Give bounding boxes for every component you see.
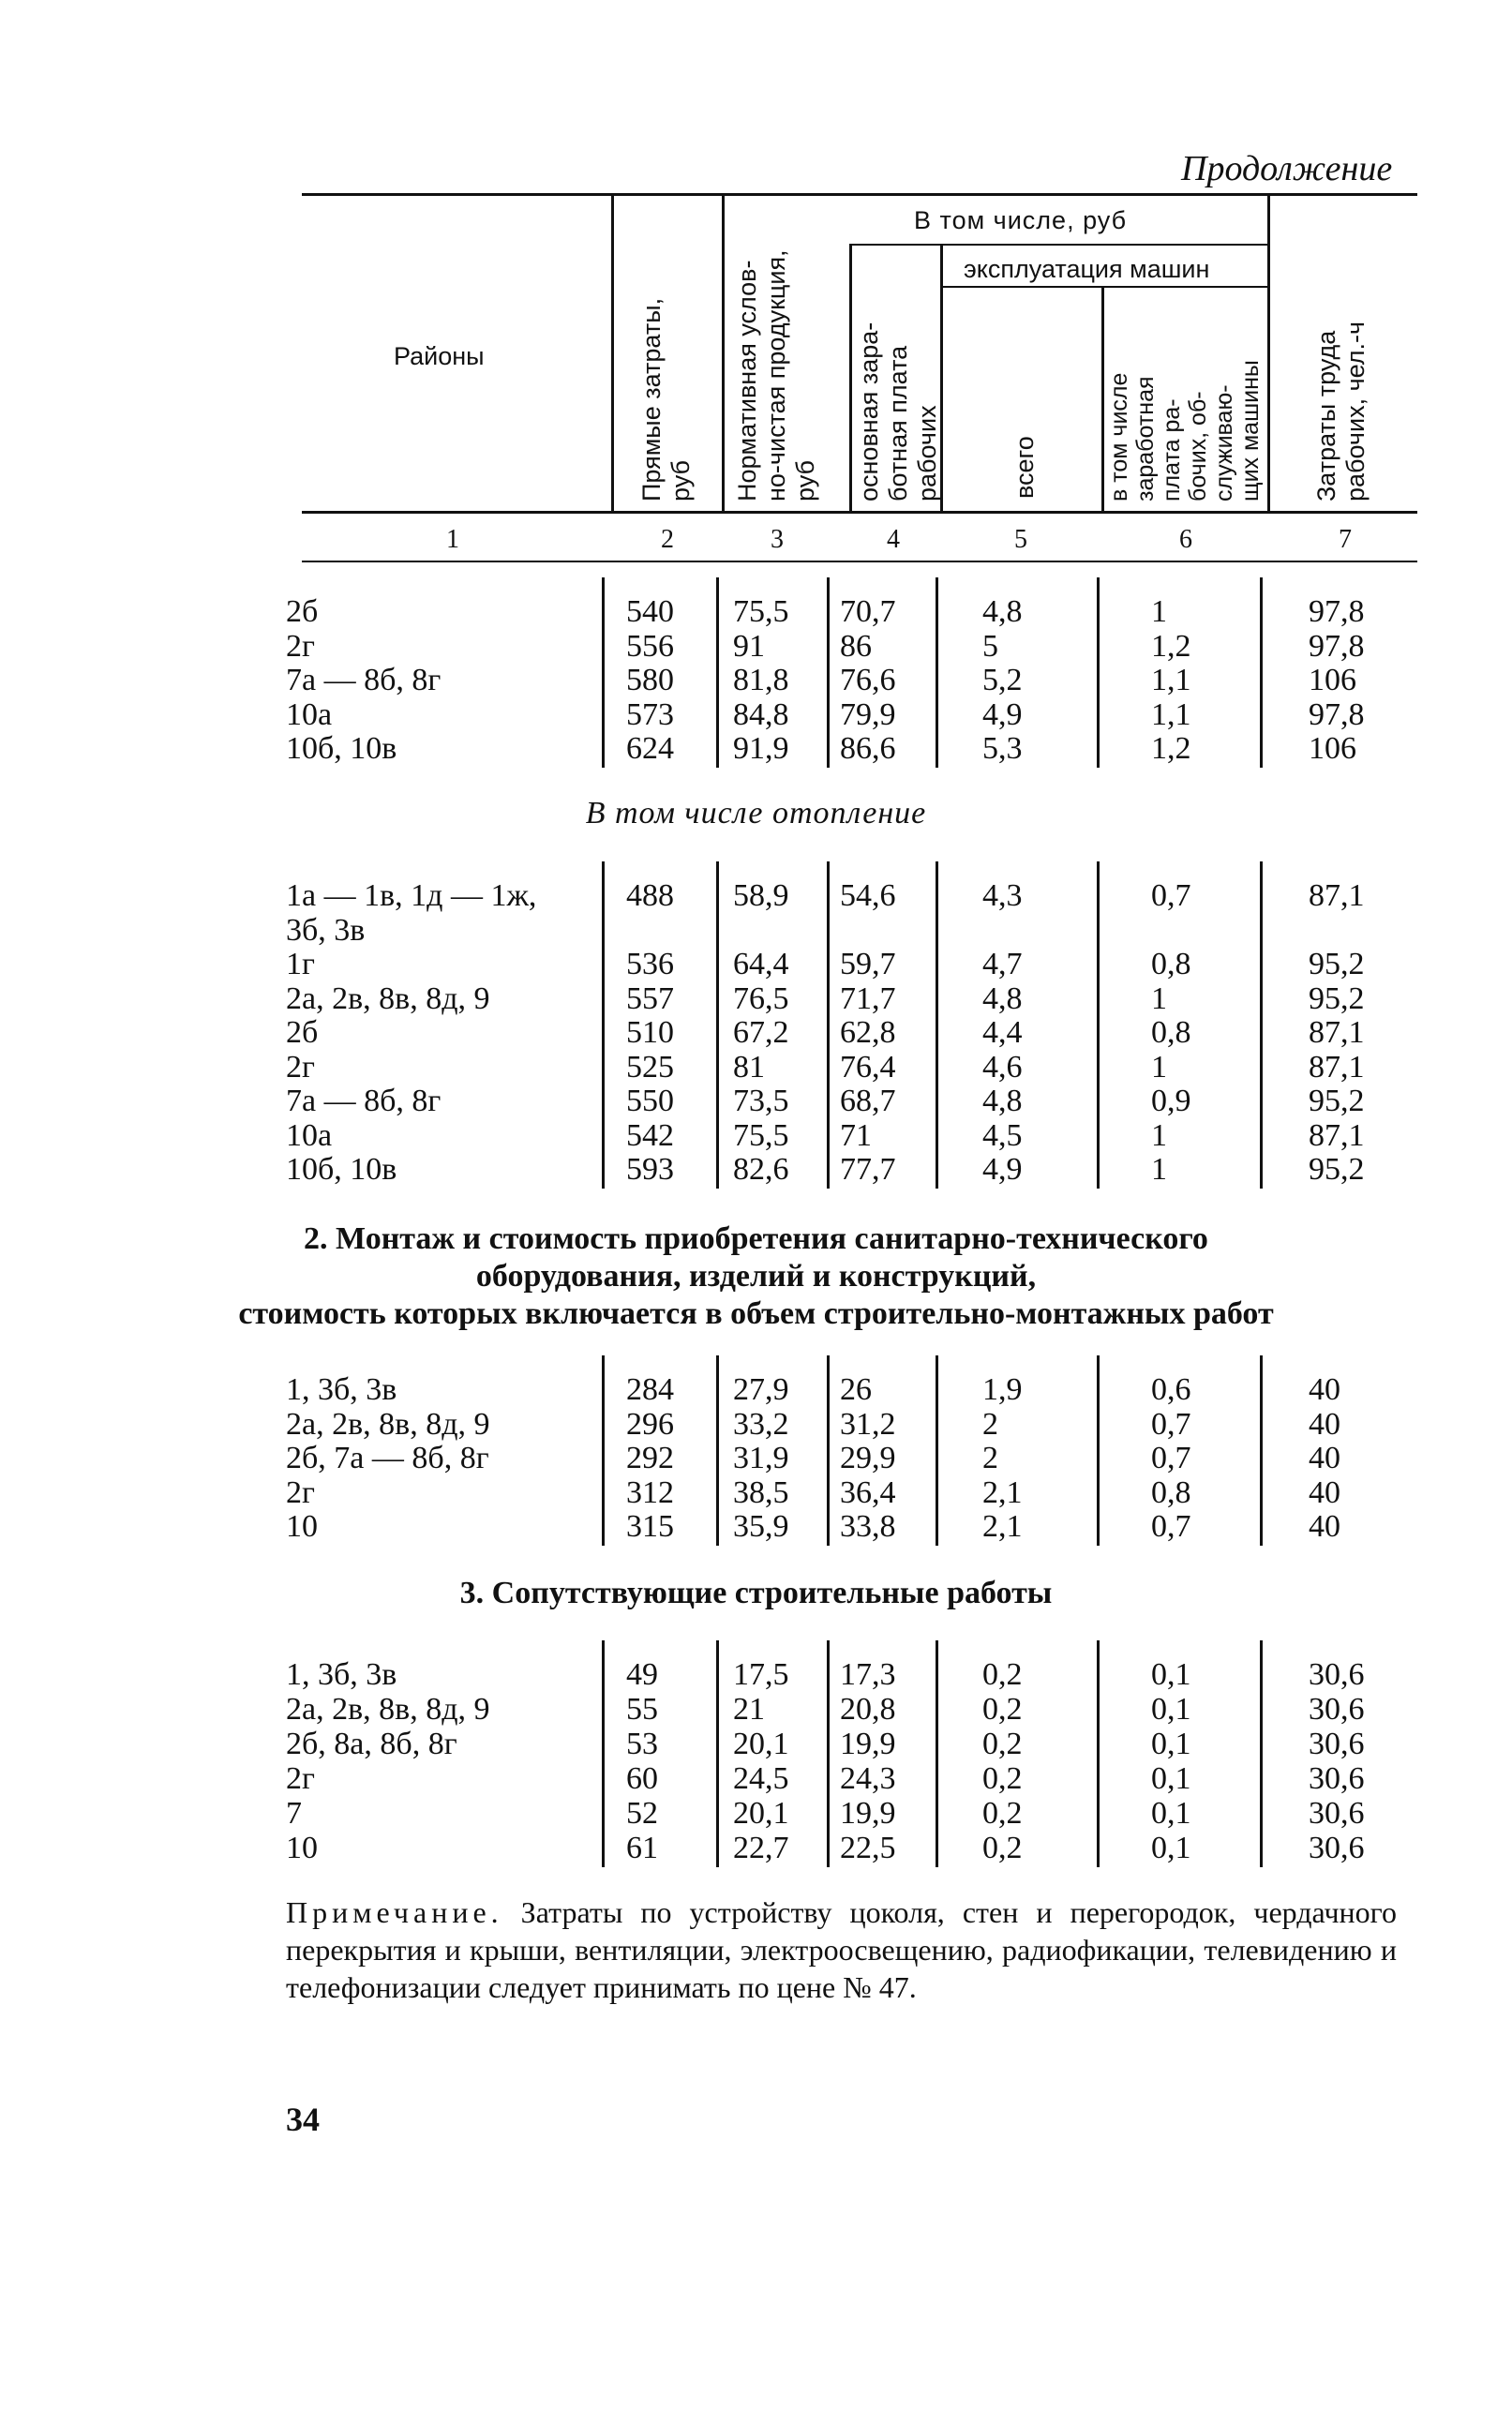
value-cell: 20,1 <box>733 1796 789 1831</box>
value-cell: 0,2 <box>982 1657 1023 1692</box>
region-cell: 2г <box>286 1761 315 1796</box>
value-cell: 76,5 <box>733 980 789 1016</box>
header-col-sep-1 <box>611 193 614 511</box>
value-cell: 87,1 <box>1309 878 1365 913</box>
header-col-sep-3 <box>849 246 852 511</box>
value-cell: 40 <box>1309 1509 1340 1544</box>
colnum-5: 5 <box>1014 525 1027 554</box>
value-cell: 0,8 <box>1151 1015 1191 1050</box>
note-label: Примечание. <box>286 1895 503 1929</box>
value-cell: 2 <box>982 1406 998 1442</box>
value-cell: 0,1 <box>1151 1657 1191 1692</box>
value-cell: 95,2 <box>1309 1084 1365 1118</box>
value-cell: 71 <box>840 1117 872 1153</box>
value-cell: 2 <box>982 1441 998 1475</box>
value-cell: 71,7 <box>840 980 896 1016</box>
value-cell: 91,9 <box>733 731 789 766</box>
region-cell: 7а — 8б, 8г <box>286 663 442 697</box>
value-cell: 87,1 <box>1309 1117 1365 1153</box>
region-cell: 7 <box>286 1796 302 1831</box>
region-cell: 10б, 10в <box>286 1152 397 1187</box>
header-ekspluatatsiya: эксплуатация машин <box>964 255 1210 283</box>
value-cell: 20,8 <box>840 1692 896 1727</box>
value-cell: 0,2 <box>982 1761 1023 1796</box>
value-cell: 4,6 <box>982 1049 1023 1085</box>
value-cell: 52 <box>626 1796 658 1831</box>
block3-col-separator <box>1097 1355 1100 1546</box>
value-cell: 296 <box>626 1406 674 1442</box>
region-cell: 1г <box>286 947 315 981</box>
value-cell: 510 <box>626 1015 674 1050</box>
value-cell: 106 <box>1309 663 1356 697</box>
region-cell: 2а, 2в, 8в, 8д, 9 <box>286 1406 490 1442</box>
value-cell: 556 <box>626 628 674 664</box>
value-cell: 5,2 <box>982 663 1023 697</box>
value-cell: 0,7 <box>1151 878 1191 913</box>
value-cell: 624 <box>626 731 674 766</box>
block3-col-separator <box>827 1355 830 1546</box>
value-cell: 284 <box>626 1372 674 1407</box>
value-cell: 0,2 <box>982 1727 1023 1761</box>
value-cell: 54,6 <box>840 878 896 913</box>
value-cell: 1 <box>1151 980 1167 1016</box>
section-2-title: 2. Монтаж и стоимость приобретения санитарно-технического оборудования, изделий и конструкций, стоимость которых включается в объем строительно-монтажных работ <box>238 1221 1274 1331</box>
block2-col-separator <box>716 861 719 1189</box>
value-cell: 40 <box>1309 1441 1340 1475</box>
value-cell: 95,2 <box>1309 980 1365 1016</box>
value-cell: 4,3 <box>982 878 1023 913</box>
value-cell: 21 <box>733 1692 765 1727</box>
value-cell: 40 <box>1309 1372 1340 1407</box>
value-cell: 40 <box>1309 1406 1340 1442</box>
value-cell: 5,3 <box>982 731 1023 766</box>
region-cell: 10а <box>286 1117 333 1153</box>
value-cell: 55 <box>626 1692 658 1727</box>
header-zatraty-truda: Затраты труда рабочих, чел.-ч <box>1312 321 1370 501</box>
value-cell: 24,5 <box>733 1761 789 1796</box>
value-cell: 82,6 <box>733 1152 789 1187</box>
region-cell: 1, 3б, 3в <box>286 1657 397 1692</box>
value-cell: 1,9 <box>982 1372 1023 1407</box>
page-number: 34 <box>286 2101 320 2138</box>
colnum-2: 2 <box>661 525 674 554</box>
colnum-bottom-rule <box>302 561 1417 562</box>
block1-col-separator <box>1260 577 1263 768</box>
value-cell: 0,9 <box>1151 1084 1191 1118</box>
value-cell: 4,9 <box>982 696 1023 732</box>
value-cell: 24,3 <box>840 1761 896 1796</box>
value-cell: 5 <box>982 628 998 664</box>
block3-col-separator <box>716 1355 719 1546</box>
value-cell: 1 <box>1151 594 1167 629</box>
region-cell: 1, 3б, 3в <box>286 1372 397 1407</box>
block4-col-separator <box>936 1640 938 1867</box>
value-cell: 17,5 <box>733 1657 789 1692</box>
block3-col-separator <box>602 1355 605 1546</box>
region-cell: 2б, 8а, 8б, 8г <box>286 1727 457 1761</box>
value-cell: 4,4 <box>982 1015 1023 1050</box>
value-cell: 20,1 <box>733 1727 789 1761</box>
value-cell: 62,8 <box>840 1015 896 1050</box>
value-cell: 0,7 <box>1151 1406 1191 1442</box>
value-cell: 557 <box>626 980 674 1016</box>
region-cell: 2а, 2в, 8в, 8д, 9 <box>286 980 490 1016</box>
value-cell: 4,7 <box>982 947 1023 981</box>
value-cell: 26 <box>840 1372 872 1407</box>
value-cell: 31,9 <box>733 1441 789 1475</box>
block1-col-separator <box>716 577 719 768</box>
value-cell: 35,9 <box>733 1509 789 1544</box>
value-cell: 1 <box>1151 1117 1167 1153</box>
value-cell: 73,5 <box>733 1084 789 1118</box>
value-cell: 19,9 <box>840 1727 896 1761</box>
block2-col-separator <box>1097 861 1100 1189</box>
region-cell: 2б <box>286 1015 319 1050</box>
region-cell: 2б, 7а — 8б, 8г <box>286 1441 489 1475</box>
block2-col-separator <box>1260 861 1263 1189</box>
value-cell: 0,7 <box>1151 1509 1191 1544</box>
value-cell: 19,9 <box>840 1796 896 1831</box>
value-cell: 0,1 <box>1151 1727 1191 1761</box>
continuation-label: Продолжение <box>1181 149 1393 188</box>
value-cell: 2,1 <box>982 1474 1023 1510</box>
value-cell: 30,6 <box>1309 1796 1365 1831</box>
value-cell: 95,2 <box>1309 947 1365 981</box>
value-cell: 1,2 <box>1151 628 1191 664</box>
value-cell: 573 <box>626 696 674 732</box>
v-tom-chisle-rule <box>849 244 1269 246</box>
value-cell: 58,9 <box>733 878 789 913</box>
value-cell: 580 <box>626 663 674 697</box>
value-cell: 2,1 <box>982 1509 1023 1544</box>
value-cell: 593 <box>626 1152 674 1187</box>
value-cell: 1,1 <box>1151 696 1191 732</box>
header-v-tom-chisle-zarplata: в том числе заработная плата ра- бочих, об- служиваю- щих машины <box>1106 360 1264 501</box>
region-cell: 7а — 8б, 8г <box>286 1084 442 1118</box>
value-cell: 0,8 <box>1151 947 1191 981</box>
value-cell: 550 <box>626 1084 674 1118</box>
value-cell: 49 <box>626 1657 658 1692</box>
region-cell: 1а — 1в, 1д — 1ж, <box>286 878 537 913</box>
value-cell: 76,4 <box>840 1049 896 1085</box>
block4-col-separator <box>1097 1640 1100 1867</box>
value-cell: 0,1 <box>1151 1692 1191 1727</box>
header-v-tom-chisle: В том числе, руб <box>914 206 1128 234</box>
value-cell: 75,5 <box>733 1117 789 1153</box>
block2-col-separator <box>827 861 830 1189</box>
header-pryamye: Прямые затраты, руб <box>637 297 695 501</box>
value-cell: 0,1 <box>1151 1831 1191 1865</box>
value-cell: 86 <box>840 628 872 664</box>
value-cell: 61 <box>626 1831 658 1865</box>
region-cell: 3б, 3в <box>286 912 366 948</box>
block1-col-separator <box>827 577 830 768</box>
header-col-sep-2 <box>722 193 725 511</box>
value-cell: 87,1 <box>1309 1049 1365 1085</box>
value-cell: 1,2 <box>1151 731 1191 766</box>
block4-col-separator <box>602 1640 605 1867</box>
value-cell: 17,3 <box>840 1657 896 1692</box>
value-cell: 312 <box>626 1474 674 1510</box>
region-cell: 2г <box>286 1474 315 1510</box>
value-cell: 525 <box>626 1049 674 1085</box>
block1-col-separator <box>936 577 938 768</box>
value-cell: 86,6 <box>840 731 896 766</box>
block2-col-separator <box>602 861 605 1189</box>
colnum-4: 4 <box>887 525 900 554</box>
region-cell: 10а <box>286 696 333 732</box>
value-cell: 38,5 <box>733 1474 789 1510</box>
value-cell: 81 <box>733 1049 765 1085</box>
value-cell: 0,8 <box>1151 1474 1191 1510</box>
value-cell: 87,1 <box>1309 1015 1365 1050</box>
value-cell: 315 <box>626 1509 674 1544</box>
value-cell: 68,7 <box>840 1084 896 1118</box>
region-cell: 2г <box>286 628 315 664</box>
value-cell: 22,5 <box>840 1831 896 1865</box>
value-cell: 1 <box>1151 1049 1167 1085</box>
region-cell: 2а, 2в, 8в, 8д, 9 <box>286 1692 490 1727</box>
value-cell: 0,6 <box>1151 1372 1191 1407</box>
value-cell: 70,7 <box>840 594 896 629</box>
region-cell: 10б, 10в <box>286 731 397 766</box>
value-cell: 0,7 <box>1151 1441 1191 1475</box>
value-cell: 33,2 <box>733 1406 789 1442</box>
value-cell: 4,5 <box>982 1117 1023 1153</box>
note-paragraph <box>286 1893 1397 2006</box>
value-cell: 0,1 <box>1151 1796 1191 1831</box>
region-cell: 2б <box>286 594 319 629</box>
header-osnovnaya: основная зара- ботная плата рабочих <box>855 322 941 501</box>
value-cell: 0,2 <box>982 1692 1023 1727</box>
colnum-7: 7 <box>1339 525 1352 554</box>
value-cell: 95,2 <box>1309 1152 1365 1187</box>
value-cell: 79,9 <box>840 696 896 732</box>
ekspluatatsiya-rule <box>940 286 1269 288</box>
value-cell: 1 <box>1151 1152 1167 1187</box>
value-cell: 40 <box>1309 1474 1340 1510</box>
value-cell: 540 <box>626 594 674 629</box>
header-col-sep-6 <box>1267 193 1270 511</box>
value-cell: 4,8 <box>982 980 1023 1016</box>
colnum-3: 3 <box>771 525 784 554</box>
value-cell: 27,9 <box>733 1372 789 1407</box>
value-cell: 84,8 <box>733 696 789 732</box>
value-cell: 542 <box>626 1117 674 1153</box>
value-cell: 1,1 <box>1151 663 1191 697</box>
value-cell: 67,2 <box>733 1015 789 1050</box>
header-normativnaya: Нормативная услов- но-чистая продукция, руб <box>733 249 819 501</box>
block4-col-separator <box>827 1640 830 1867</box>
block3-col-separator <box>936 1355 938 1546</box>
block4-col-separator <box>716 1640 719 1867</box>
value-cell: 0,2 <box>982 1796 1023 1831</box>
header-bottom-rule <box>302 511 1417 514</box>
value-cell: 106 <box>1309 731 1356 766</box>
value-cell: 76,6 <box>840 663 896 697</box>
value-cell: 4,8 <box>982 1084 1023 1118</box>
note-text: Затраты по устройству цоколя, стен и перегородок, чердачного перекрытия и крыши, вентиляции, электроосвещению, радиофикации, телевидению и телефонизации следует принимать по цене № 47. <box>286 1895 1397 2004</box>
value-cell: 36,4 <box>840 1474 896 1510</box>
value-cell: 30,6 <box>1309 1831 1365 1865</box>
value-cell: 64,4 <box>733 947 789 981</box>
value-cell: 4,8 <box>982 594 1023 629</box>
block4-col-separator <box>1260 1640 1263 1867</box>
value-cell: 488 <box>626 878 674 913</box>
value-cell: 91 <box>733 628 765 664</box>
header-rayony: Районы <box>394 342 485 370</box>
colnum-1: 1 <box>446 525 459 554</box>
block2-col-separator <box>936 861 938 1189</box>
region-cell: 2г <box>286 1049 315 1085</box>
value-cell: 30,6 <box>1309 1727 1365 1761</box>
colnum-6: 6 <box>1179 525 1192 554</box>
value-cell: 75,5 <box>733 594 789 629</box>
region-cell: 10 <box>286 1509 318 1544</box>
value-cell: 30,6 <box>1309 1657 1365 1692</box>
value-cell: 97,8 <box>1309 628 1365 664</box>
block3-col-separator <box>1260 1355 1263 1546</box>
value-cell: 81,8 <box>733 663 789 697</box>
header-top-rule <box>302 193 1417 196</box>
value-cell: 292 <box>626 1441 674 1475</box>
value-cell: 31,2 <box>840 1406 896 1442</box>
header-col-sep-5 <box>1101 288 1104 511</box>
region-cell: 10 <box>286 1831 318 1865</box>
value-cell: 33,8 <box>840 1509 896 1544</box>
value-cell: 29,9 <box>840 1441 896 1475</box>
value-cell: 97,8 <box>1309 594 1365 629</box>
value-cell: 4,9 <box>982 1152 1023 1187</box>
value-cell: 0,1 <box>1151 1761 1191 1796</box>
value-cell: 60 <box>626 1761 658 1796</box>
section-3-title: 3. Сопутствующие строительные работы <box>459 1576 1053 1610</box>
block1-col-separator <box>602 577 605 768</box>
header-vsego: всего <box>1010 436 1039 499</box>
value-cell: 53 <box>626 1727 658 1761</box>
value-cell: 30,6 <box>1309 1692 1365 1727</box>
value-cell: 59,7 <box>840 947 896 981</box>
value-cell: 30,6 <box>1309 1761 1365 1796</box>
value-cell: 0,2 <box>982 1831 1023 1865</box>
block1-col-separator <box>1097 577 1100 768</box>
value-cell: 97,8 <box>1309 696 1365 732</box>
value-cell: 77,7 <box>840 1152 896 1187</box>
value-cell: 22,7 <box>733 1831 789 1865</box>
value-cell: 536 <box>626 947 674 981</box>
section-heating-title: В том числе отопление <box>585 796 927 830</box>
